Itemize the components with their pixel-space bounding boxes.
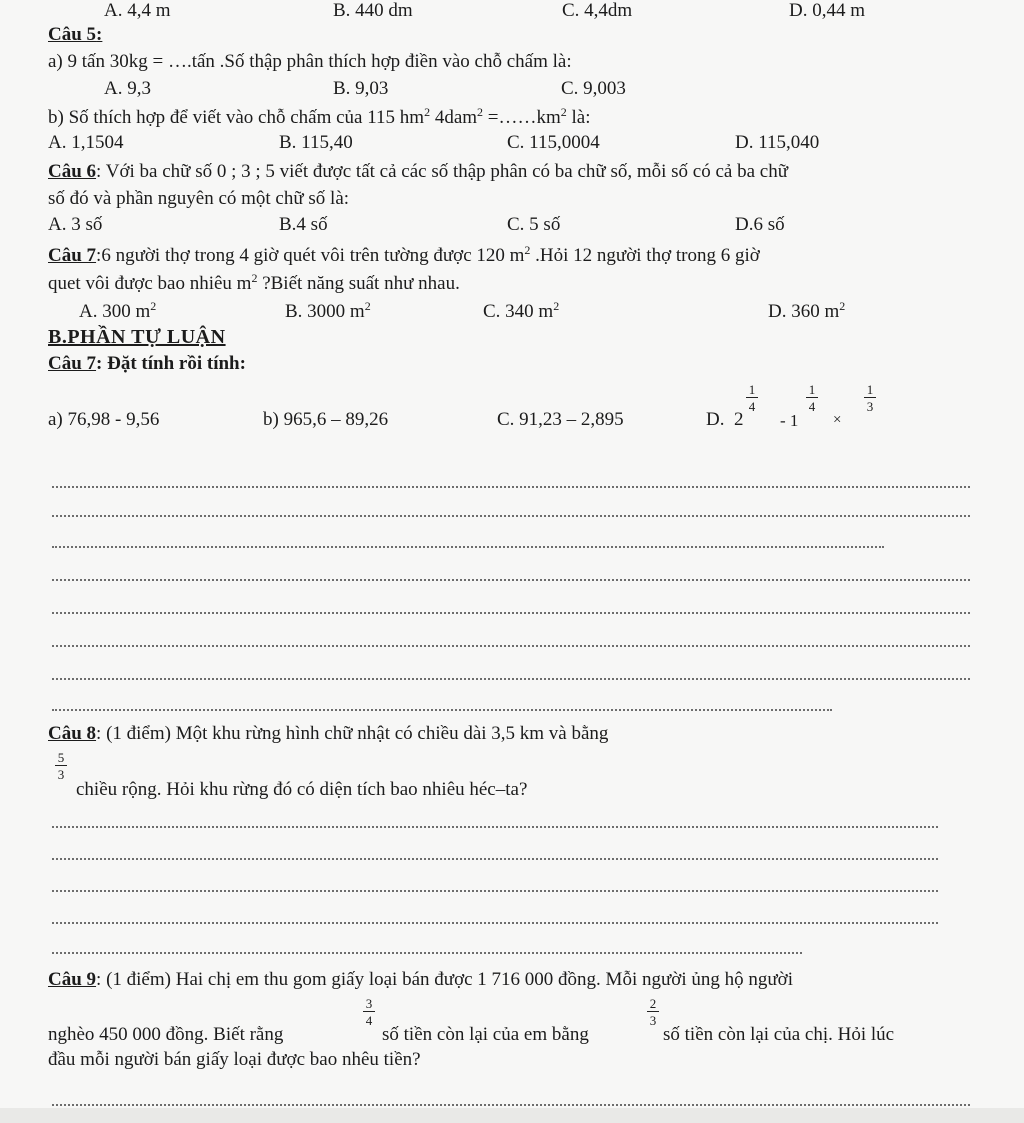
q7a-text-2: quet vôi được bao nhiêu $m^2$ ?Biết năng suất như nhau. <box>48 271 460 294</box>
q7b-item-d-op-2: × <box>833 412 842 428</box>
q5-title: Câu 5: <box>48 24 103 45</box>
section-b-heading: B.PHẦN TỰ LUẬN <box>48 326 226 348</box>
answer-line <box>52 858 938 860</box>
answer-line <box>52 678 970 680</box>
q7b-fraction-3: 1 3 <box>864 383 876 413</box>
q7a-option: C. 340 $m^2$ <box>483 299 560 322</box>
q5-b-option: B. 115,40 <box>279 132 353 153</box>
q9-text-2a: nghèo 450 000 đồng. Biết rằng <box>48 1024 284 1045</box>
q9-fraction-2: 2 3 <box>647 997 659 1027</box>
q5-a-option: B. 9,03 <box>333 78 389 99</box>
q7b-text: Câu 7: Đặt tính rồi tính: <box>48 353 246 374</box>
answer-line <box>52 546 884 548</box>
q6-text-2: số đó và phần nguyên có một chữ số là: <box>48 188 350 209</box>
q7b-fraction-2: 1 4 <box>806 383 818 413</box>
q6-option: D.6 số <box>735 214 785 235</box>
page-bottom-edge <box>0 1108 1024 1123</box>
q8-text-2: chiều rộng. Hỏi khu rừng đó có diện tích bao nhiêu héc–ta? <box>76 779 528 800</box>
answer-line <box>52 612 970 614</box>
answer-line <box>52 890 938 892</box>
prev-option-a: A. 4,4 m <box>104 0 171 21</box>
answer-line <box>52 709 832 711</box>
q7b-item-d-op-1: - 1 <box>780 411 799 430</box>
q8-text-1: Câu 8: (1 điểm) Một khu rừng hình chữ nhật có chiều dài 3,5 km và bằng <box>48 723 609 744</box>
q7b-fraction-1: 1 4 <box>746 383 758 413</box>
prev-option-b: B. 440 dm <box>333 0 413 21</box>
answer-line <box>52 515 970 517</box>
q7b-item-b: b) 965,6 – 89,26 <box>263 409 389 430</box>
answer-line <box>52 579 970 581</box>
answer-line <box>52 952 802 954</box>
q7b-item-d-label: D. <box>706 409 725 430</box>
q7a-option: D. 360 $m^2$ <box>768 299 846 322</box>
answer-line <box>52 826 938 828</box>
q7a-option: B. 3000 $m^2$ <box>285 299 371 322</box>
prev-option-d: D. 0,44 m <box>789 0 865 21</box>
q5-a-option: A. 9,3 <box>104 78 151 99</box>
q7b-item-d-whole-1: 2 <box>734 409 744 430</box>
q9-text-3: đầu mỗi người bán giấy loại được bao nhêu tiền? <box>48 1049 421 1070</box>
q7a-text-1: Câu 7:6 người thợ trong 4 giờ quét vôi trên tường được 120 $m^2$ .Hỏi 12 người thợ trong 6 giờ <box>48 243 760 266</box>
q7b-item-c: C. 91,23 – 2,895 <box>497 409 624 430</box>
q5-b-text: b) Số thích hợp để viết vào chỗ chấm của 115 $hm^2$ $4dam^2 =\dots\dots km^2$ là: <box>48 105 591 128</box>
answer-line <box>52 645 970 647</box>
q5-b-option: C. 115,0004 <box>507 132 600 153</box>
q6-option: B.4 số <box>279 214 328 235</box>
q6-option: C. 5 số <box>507 214 561 235</box>
answer-line <box>52 922 938 924</box>
prev-option-c: C. 4,4dm <box>562 0 633 21</box>
q6-option: A. 3 số <box>48 214 103 235</box>
q5-b-option: D. 115,040 <box>735 132 820 153</box>
answer-line <box>52 1104 970 1106</box>
q7b-item-a: a) 76,98 - 9,56 <box>48 409 160 430</box>
q9-text-2b: số tiền còn lại của em bằng <box>382 1024 589 1045</box>
q5-a-text: a) 9 tấn 30kg = ….tấn .Số thập phân thích hợp điền vào chỗ chấm là: <box>48 51 572 72</box>
q9-text-1: Câu 9: (1 điểm) Hai chị em thu gom giấy loại bán được 1 716 000 đồng. Mỗi người ủng hộ người <box>48 969 793 990</box>
q7a-option: A. 300 $m^2$ <box>79 299 157 322</box>
answer-line <box>52 486 970 488</box>
q5-b-option: A. 1,1504 <box>48 132 124 153</box>
q9-fraction-1: 3 4 <box>363 997 375 1027</box>
q8-fraction: 5 3 <box>55 751 67 781</box>
q9-text-2c: số tiền còn lại của chị. Hỏi lúc <box>663 1024 895 1045</box>
q6-text-1: Câu 6: Với ba chữ số 0 ; 3 ; 5 viết được tất cả các số thập phân có ba chữ số, mỗi số có cả ba chữ <box>48 161 789 182</box>
q5-a-option: C. 9,003 <box>561 78 626 99</box>
